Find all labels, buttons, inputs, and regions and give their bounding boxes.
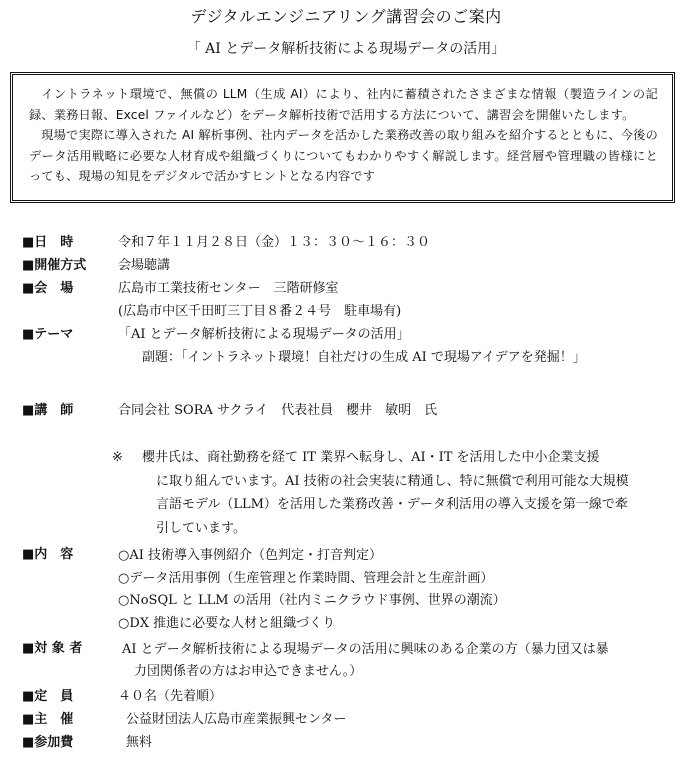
format-value: 会場聴講 [118,258,171,273]
date-label: ■日 時 [22,235,74,250]
venue-value: 広島市工業技術センター 三階研修室 [118,281,339,296]
venue-address: (広島市中区千田町三丁目８番２４号 駐車場有) [118,304,402,319]
theme-label: ■テーマ [22,327,74,342]
lecturer-value: 合同会社 SORA サクライ 代表社員 櫻井 敏明 氏 [118,403,438,418]
capacity-value: ４０名（先着順） [118,689,223,704]
lecturer-label: ■講 師 [22,403,74,418]
organizer-label: ■主 催 [22,712,74,727]
document-title: デジタルエンジニアリング講習会のご案内 [190,7,502,26]
venue-label: ■会 場 [22,281,74,296]
lecturer-note-line: 櫻井氏は、商社勤務を経て IT 業界へ転身し、AI・IT を活用した中小企業支援 [142,450,600,465]
lecturer-note [112,446,657,540]
theme-value: 「AI とデータ解析技術による現場データの活用」 [118,327,410,342]
capacity-label: ■定 員 [22,689,74,704]
intro-paragraph-2: 現場で実際に導入された AI 解析事例、社内データを活かした業務改善の取り組みを紹介するとともに、今後のデータ活用戦略に必要な人材育成や組織づくりについてもわかりやすく解説します。経営層や管理職の皆様にとっても、現場の知見をデジタルで活かすヒントとなる内容です [29,128,658,183]
intro-box [10,72,675,203]
audience-label: ■対 象 者 [22,641,83,656]
contents-item: ○NoSQL と LLM の活用（社内ミニクラウド事例、世界の潮流） [118,593,506,608]
fee-label: ■参加費 [22,735,74,750]
audience-text [118,639,678,683]
contents-item: ○データ活用事例（生産管理と作業時間、管理会計と生産計画） [118,570,494,586]
contents-item: ○AI 技術導入事例紹介（色判定・打音判定） [118,548,382,563]
fee-value: 無料 [126,735,153,750]
audience-line: 力団関係者の方はお申込できません。） [134,664,363,679]
organizer-value: 公益財団法人広島市産業振興センター [126,712,347,727]
contents-label: ■内 容 [22,547,74,562]
intro-paragraph-1: イントラネット環境で、無償の LLM（生成 AI）により、社内に蓄積されたさまざまな情報（製造ラインの記録、業務日報、Excel ファイルなど）をデータ解析技術で活用する方法について、講習会を開催いたします。 [29,87,658,122]
lecturer-note-line: に取り組んでいます。AI 技術の社会実装に精通し、特に無償で利用可能な大規模 [156,473,629,489]
note-mark: ※ [112,450,123,465]
lecturer-note-text [142,446,657,540]
contents-list [118,545,506,635]
audience-line: AI とデータ解析技術による現場データの活用に興味のある企業の方（暴力団又は暴 [122,642,609,657]
date-value: 令和７年１１月２８日（金）１３：３０〜１６：３０ [118,235,431,250]
document-subtitle: 「 AI とデータ解析技術による現場データの活用」 [186,41,506,57]
lecturer-note-line: 引しています。 [156,520,246,536]
lecturer-note-line: 言語モデル（LLM）を活用した業務改善・データ利活用の導入支援を第一線で牽 [156,497,628,512]
format-label: ■開催方式 [22,258,87,273]
theme-subtitle: 副題：「イントラネット環境！自社だけの生成 AI で現場アイデアを発掘！」 [142,350,586,365]
contents-item: ○DX 推進に必要な人材と組織づくり [118,615,336,631]
